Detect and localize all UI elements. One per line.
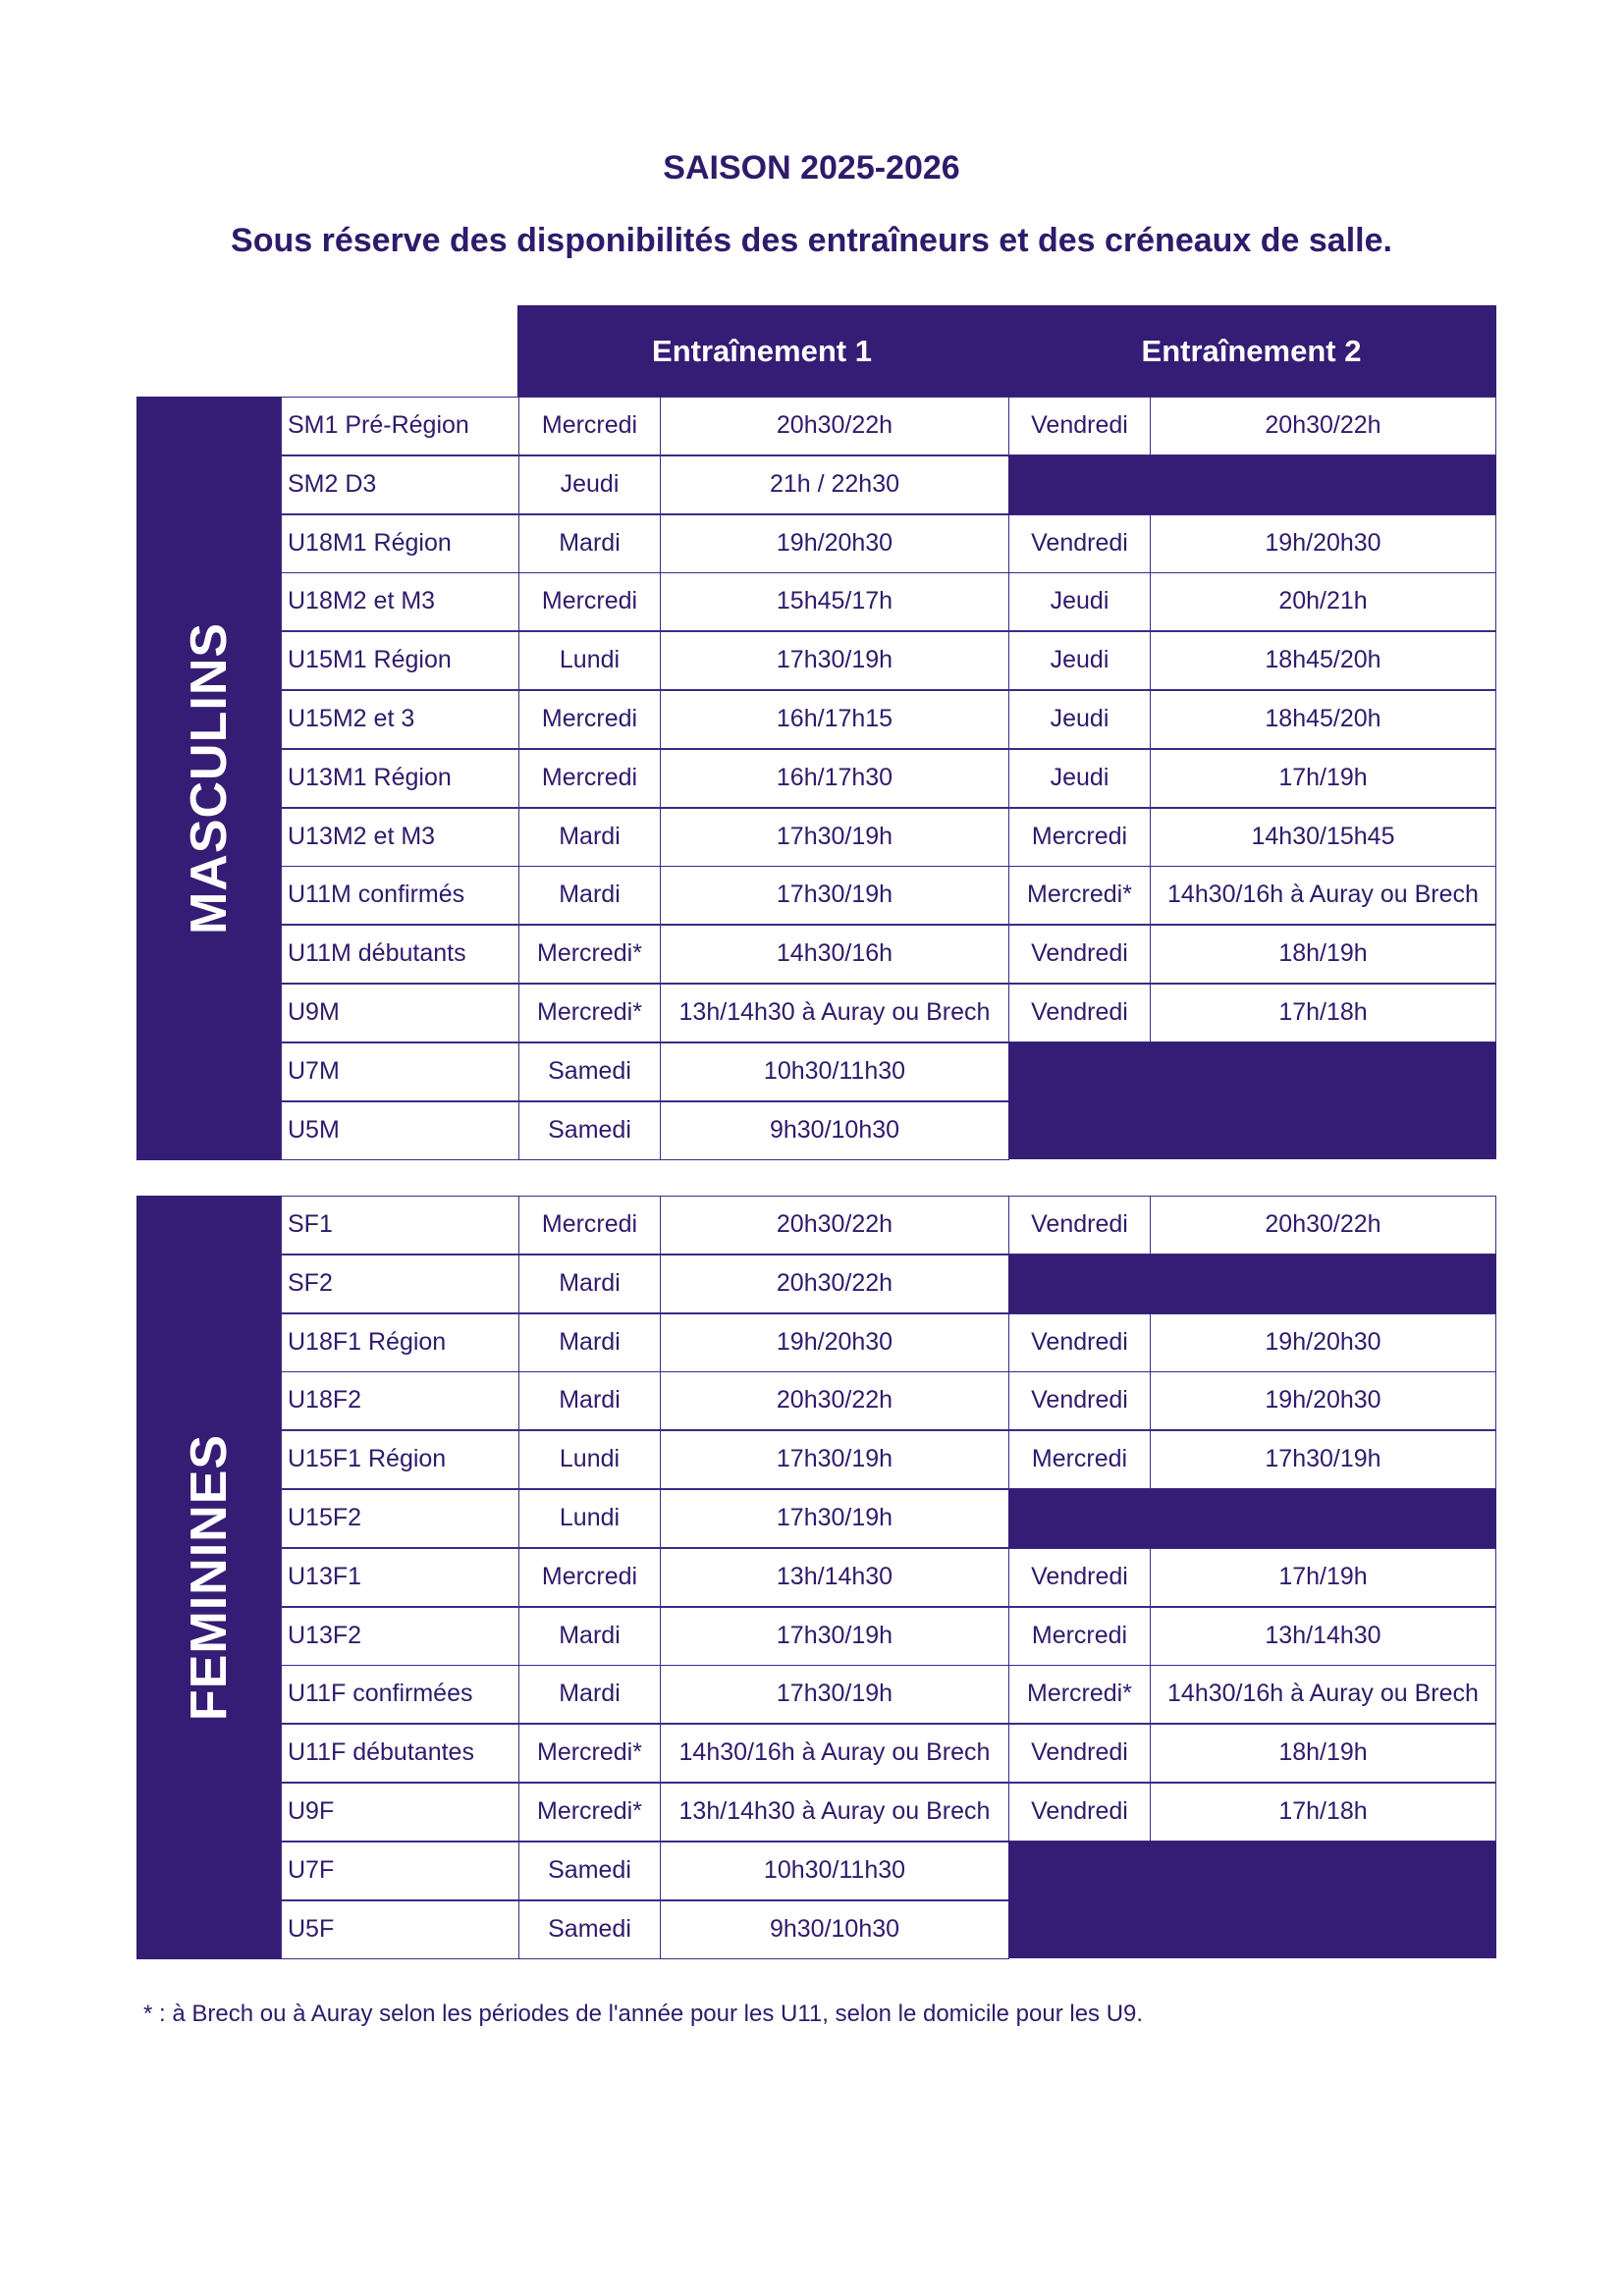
category-cell: U7F [281,1842,519,1900]
training2-day-cell: Jeudi [1008,749,1151,808]
training1-day-cell: Mercredi [518,690,661,749]
training1-time-cell: 21h / 22h30 [660,455,1009,514]
header-training-2: Entraînement 2 [1141,334,1362,368]
training2-day-cell: Mercredi [1008,1607,1151,1666]
training1-time-cell: 15h45/17h [660,572,1009,631]
table-row [281,1371,1496,1430]
table-row [281,1313,1496,1372]
training2-day-cell: Vendredi [1008,925,1151,984]
training2-time-cell: 18h/19h [1150,925,1496,984]
training2-day-cell: Mercredi [1008,1430,1151,1489]
table-row [281,749,1496,808]
training2-time-cell: 14h30/16h à Auray ou Brech [1150,1665,1496,1724]
category-cell: SF1 [281,1196,519,1255]
training2-time-cell: 17h/19h [1150,749,1496,808]
training2-day-cell: Vendredi [1008,514,1151,573]
category-cell: U15M2 et 3 [281,690,519,749]
category-cell: U11M débutants [281,925,519,984]
table-row [281,1196,1496,1255]
training1-day-cell: Mercredi [518,749,661,808]
training2-time-cell: 14h30/16h à Auray ou Brech [1150,866,1496,925]
category-cell: U18F1 Région [281,1313,519,1372]
category-cell: U18M2 et M3 [281,572,519,631]
training2-time-cell: 17h/18h [1150,1783,1496,1842]
table-row [281,1783,1496,1842]
training2-time-cell: 20h30/22h [1150,397,1496,455]
category-cell: U15F2 [281,1489,519,1548]
training2-time-cell: 18h/19h [1150,1724,1496,1783]
training1-time-cell: 16h/17h15 [660,690,1009,749]
training2-time-cell: 14h30/15h45 [1150,808,1496,867]
category-cell: U5M [281,1101,519,1160]
training1-day-cell: Mardi [518,1607,661,1666]
table-row [281,572,1496,631]
training2-day-cell: Vendredi [1008,397,1151,455]
training1-time-cell: 17h30/19h [660,1430,1009,1489]
training1-time-cell: 20h30/22h [660,1371,1009,1430]
table-row [281,1724,1496,1783]
training1-time-cell: 17h30/19h [660,1489,1009,1548]
training1-time-cell: 17h30/19h [660,631,1009,690]
category-cell: SF2 [281,1255,519,1313]
table-row [281,1607,1496,1666]
page-subtitle: Sous réserve des disponibilités des entraîneurs et des créneaux de salle. [231,222,1392,259]
table-row [281,984,1496,1042]
training1-time-cell: 20h30/22h [660,1196,1009,1255]
training2-time-cell: 18h45/20h [1150,631,1496,690]
training2-day-cell: Jeudi [1008,690,1151,749]
header-training-1: Entraînement 1 [652,334,872,368]
training1-day-cell: Samedi [518,1042,661,1101]
table-row [281,1430,1496,1489]
schedule-table-feminines [281,1196,1496,1959]
category-cell: U13F2 [281,1607,519,1666]
training1-time-cell: 14h30/16h à Auray ou Brech [660,1724,1009,1783]
training2-day-cell: Vendredi [1008,1724,1151,1783]
training1-time-cell: 17h30/19h [660,1665,1009,1724]
category-cell: U7M [281,1042,519,1101]
training2-day-cell: Jeudi [1008,572,1151,631]
category-cell: U13F1 [281,1548,519,1607]
training2-time-cell: 18h45/20h [1150,690,1496,749]
training1-time-cell: 13h/14h30 à Auray ou Brech [660,1783,1009,1842]
category-cell: U18M1 Région [281,514,519,573]
training1-time-cell: 20h30/22h [660,1255,1009,1313]
training1-time-cell: 9h30/10h30 [660,1900,1009,1959]
category-cell: U9M [281,984,519,1042]
training2-day-cell: Mercredi* [1008,866,1151,925]
training1-time-cell: 17h30/19h [660,1607,1009,1666]
category-cell: U11F débutantes [281,1724,519,1783]
table-row [281,631,1496,690]
training1-time-cell: 16h/17h30 [660,749,1009,808]
training2-day-cell: Vendredi [1008,1783,1151,1842]
training2-time-cell: 19h/20h30 [1150,514,1496,573]
category-cell: U11F confirmées [281,1665,519,1724]
training1-time-cell: 17h30/19h [660,866,1009,925]
no-training-block [1008,1255,1496,1313]
training1-time-cell: 13h/14h30 à Auray ou Brech [660,984,1009,1042]
training1-time-cell: 9h30/10h30 [660,1101,1009,1160]
training2-day-cell: Mercredi* [1008,1665,1151,1724]
table-row [281,397,1496,455]
category-cell: SM2 D3 [281,455,519,514]
training1-time-cell: 10h30/11h30 [660,1042,1009,1101]
training2-day-cell: Vendredi [1008,1196,1151,1255]
training1-day-cell: Mardi [518,866,661,925]
training1-day-cell: Samedi [518,1101,661,1160]
training2-time-cell: 13h/14h30 [1150,1607,1496,1666]
training1-day-cell: Mercredi [518,1196,661,1255]
no-training-block [1008,1489,1496,1548]
training1-day-cell: Mercredi* [518,925,661,984]
table-row [281,1665,1496,1724]
category-cell: U15F1 Région [281,1430,519,1489]
footnote: * : à Brech ou à Auray selon les périodes de l'année pour les U11, selon le domicile pour les U9. [143,2001,1144,2027]
training1-day-cell: Mercredi [518,1548,661,1607]
section-label-text: MASCULINS [180,621,238,935]
training2-time-cell: 17h/19h [1150,1548,1496,1607]
category-cell: U11M confirmés [281,866,519,925]
training1-time-cell: 14h30/16h [660,925,1009,984]
category-cell: U13M2 et M3 [281,808,519,867]
training2-time-cell: 20h30/22h [1150,1196,1496,1255]
category-cell: U5F [281,1900,519,1959]
section-label-masculins [136,397,281,1160]
category-cell: U18F2 [281,1371,519,1430]
training2-time-cell: 19h/20h30 [1150,1371,1496,1430]
training2-day-cell: Jeudi [1008,631,1151,690]
training1-day-cell: Mardi [518,1255,661,1313]
training1-day-cell: Lundi [518,631,661,690]
training1-time-cell: 20h30/22h [660,397,1009,455]
table-row [281,514,1496,573]
category-cell: U9F [281,1783,519,1842]
no-training-block [1008,1042,1496,1160]
table-row [281,690,1496,749]
schedule-table-masculins [281,397,1496,1160]
category-cell: U15M1 Région [281,631,519,690]
training1-time-cell: 19h/20h30 [660,1313,1009,1372]
training1-day-cell: Mardi [518,1313,661,1372]
training2-time-cell: 20h/21h [1150,572,1496,631]
training1-day-cell: Jeudi [518,455,661,514]
schedule-header [517,305,1496,397]
training1-day-cell: Samedi [518,1900,661,1959]
table-row [281,1548,1496,1607]
no-training-block [1008,455,1496,514]
table-row [281,808,1496,867]
training1-time-cell: 19h/20h30 [660,514,1009,573]
training1-day-cell: Mercredi* [518,984,661,1042]
training1-day-cell: Mercredi* [518,1783,661,1842]
no-training-block [1008,1842,1496,1959]
training2-day-cell: Mercredi [1008,808,1151,867]
training1-time-cell: 10h30/11h30 [660,1842,1009,1900]
training1-day-cell: Mercredi [518,397,661,455]
training2-day-cell: Vendredi [1008,1313,1151,1372]
page-title: SAISON 2025-2026 [663,149,960,187]
category-cell: SM1 Pré-Région [281,397,519,455]
training1-day-cell: Lundi [518,1489,661,1548]
training1-day-cell: Mardi [518,1665,661,1724]
training2-time-cell: 17h/18h [1150,984,1496,1042]
training1-day-cell: Samedi [518,1842,661,1900]
training2-time-cell: 17h30/19h [1150,1430,1496,1489]
category-cell: U13M1 Région [281,749,519,808]
training2-day-cell: Vendredi [1008,1548,1151,1607]
training1-day-cell: Mercredi* [518,1724,661,1783]
training1-day-cell: Mardi [518,514,661,573]
training1-day-cell: Mardi [518,1371,661,1430]
table-row [281,866,1496,925]
training1-time-cell: 17h30/19h [660,808,1009,867]
training1-day-cell: Lundi [518,1430,661,1489]
training2-time-cell: 19h/20h30 [1150,1313,1496,1372]
training1-day-cell: Mercredi [518,572,661,631]
section-label-feminines [136,1196,281,1959]
section-label-text: FEMININES [180,1433,238,1722]
training1-day-cell: Mardi [518,808,661,867]
training2-day-cell: Vendredi [1008,1371,1151,1430]
training1-time-cell: 13h/14h30 [660,1548,1009,1607]
training2-day-cell: Vendredi [1008,984,1151,1042]
table-row [281,925,1496,984]
